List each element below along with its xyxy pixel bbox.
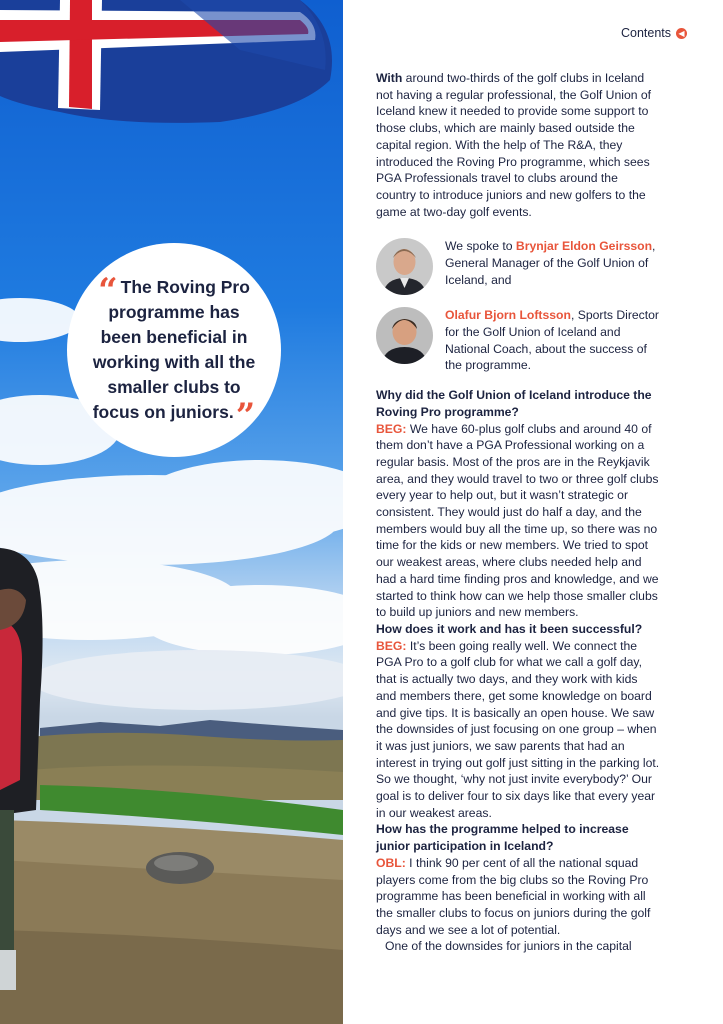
pull-quote-text (88, 271, 260, 436)
speaker-label: BEG: (376, 421, 407, 436)
question-1: Why did the Golf Union of Iceland introduce the Roving Pro programme? (376, 388, 652, 419)
article-column (376, 70, 660, 955)
answer-text: It’s been going really well. We connect the PGA Pro to a golf club for what we call a golf day, that is actually two days, and they work with kids and members there, get some knowledge on board and give tips. It is basically an open house. We saw the downsides of just focusing on one group – when it was just juniors, we saw parents that had an interest in trying out golf just sitting in the parking lot. So we thought, ‘why not just invite everybody?’ Our goal is to deliver four to six days like that every year in our weakest areas. (376, 638, 660, 820)
answer-3 (376, 855, 660, 939)
intro-paragraph (376, 70, 660, 220)
question-3: How has the programme helped to increase junior participation in Iceland? (376, 822, 629, 854)
portrait-brynjar (376, 238, 433, 295)
question-2: How does it work and has it been successful? (376, 621, 643, 636)
pull-quote (67, 243, 281, 457)
intro-before-name: We spoke to (445, 239, 516, 254)
interviewee-2-name: Olafur Bjorn Loftsson (445, 308, 571, 323)
interviewee-2-role: , Sports Director for the Golf Union of Iceland and National Coach, about the success of the programme. (445, 308, 659, 373)
open-quote-mark: “ (98, 271, 118, 311)
interviewee-2-text (445, 307, 660, 374)
contents-link[interactable] (621, 26, 687, 40)
avatar (376, 238, 433, 295)
speaker-label: OBL: (376, 855, 406, 870)
interviewee-1-name: Brynjar Eldon Geirsson (515, 239, 653, 254)
landscape-illustration (0, 0, 343, 1024)
answer-text: We have 60-plus golf clubs and around 40 of them don’t have a PGA Professional working on a regular basis. Most of the pros are in the Reykjavik area, and they would travel to two or three golf clubs every year to help out, but it wasn’t strategic or consistent. They would just do half a day, and the members would buy all the time up, so there was no time for the kids or new members. We tried to spot our weakest areas, where clubs needed help and had a hard time finding pros and knowledge, and we started to think how can we help those smaller clubs to build up juniors and new members. (376, 421, 659, 620)
pull-quote-body: The Roving Pro programme has been beneficial in working with all the smaller clubs to focus on juniors. (92, 277, 256, 422)
interviewee-2 (376, 307, 660, 374)
portrait-olafur (376, 307, 433, 364)
intro-text: around two-thirds of the golf clubs in Iceland not having a regular professional, the Golf Union of Iceland knew it needed to provide some support to those clubs, which are mainly based outside the capital region. With the help of The R&A, they introduced the Roving Pro programme, which sees PGA Professionals travel to clubs around the country to introduce juniors and new golfers to the game at two-day golf events. (376, 71, 652, 219)
interviewee-1-text (445, 238, 660, 288)
interviewee-1 (376, 238, 660, 295)
speaker-label: BEG: (376, 638, 407, 653)
continuation-paragraph: One of the downsides for juniors in the capital (385, 939, 632, 954)
contents-label: Contents (620, 26, 671, 40)
hero-photo (0, 0, 343, 1024)
iceland-flag (0, 0, 332, 123)
avatar (376, 307, 433, 364)
close-quote-mark: ” (235, 396, 256, 436)
answer-text: I think 90 per cent of all the national squad players come from the big clubs so the Roving Pro programme has been beneficial in working with all the smaller clubs to focus on juniors during the golf days and we see a lot of potential. (376, 855, 651, 937)
interviewee-1-role: , General Manager of the Golf Union of Iceland, and (445, 239, 656, 287)
chevron-circle-icon: ◀ (676, 28, 687, 39)
answer-2 (376, 638, 660, 822)
intro-lead-word: With (376, 71, 403, 85)
answer-1 (376, 421, 660, 621)
